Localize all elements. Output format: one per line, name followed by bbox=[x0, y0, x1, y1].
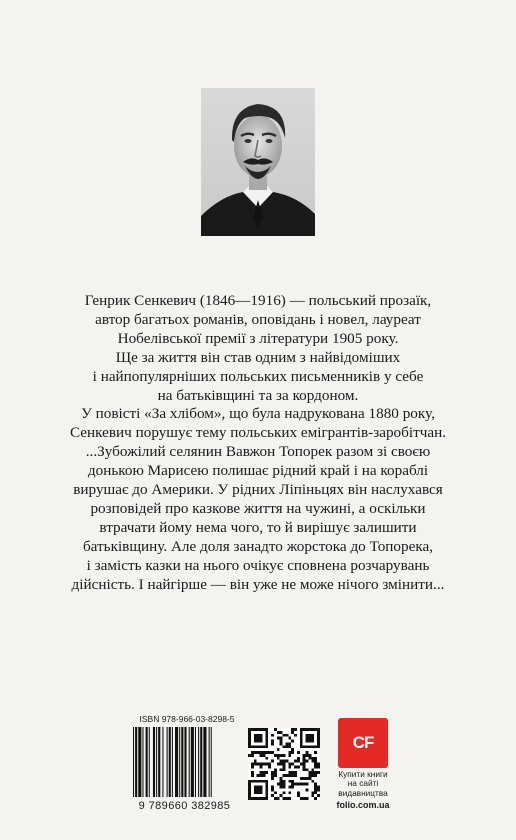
author-paragraph bbox=[24, 292, 492, 349]
fame-paragraph bbox=[24, 349, 492, 406]
blurb-line: розповідей про казкове життя на чужині, а оскільки bbox=[90, 499, 426, 517]
blurb-line: донькою Марисею полишає рідний край і на кораблі bbox=[87, 462, 429, 480]
blurb-line: втрачати йому нема чого, то й вирішує залишити bbox=[99, 518, 417, 536]
blurb-line: Ще за життя він став одним з найвідоміших bbox=[115, 348, 401, 366]
blurb-line: Нобелівської премії з літератури 1905 року. bbox=[117, 329, 399, 347]
buy-line: Купити книги bbox=[338, 769, 388, 779]
barcode-image bbox=[131, 727, 243, 797]
blurb-line: і замість казки на нього очікує сповнена розчарувань bbox=[86, 556, 430, 574]
blurb-line: Генрик Сенкевич (1846—1916) — польський прозаїк, bbox=[84, 292, 432, 309]
buy-line: на сайті bbox=[347, 778, 379, 789]
publisher-logo bbox=[338, 718, 388, 768]
plot-paragraph bbox=[24, 443, 492, 594]
blurb-line: автор багатьох романів, оповідань і новел, лауреат bbox=[95, 310, 421, 328]
buy-books-caption bbox=[328, 770, 398, 798]
story-paragraph bbox=[24, 405, 492, 443]
publisher-logo-text: CF bbox=[352, 733, 374, 752]
blurb-line: і найпопулярніших польських письменників у себе bbox=[92, 367, 424, 385]
qr-code[interactable] bbox=[248, 728, 320, 800]
blurb-line: батьківщину. Але доля занадто жорстока до Топорека, bbox=[82, 537, 434, 555]
blurb-line: Сенкевич порушує тему польських емігрантів-заробітчан. bbox=[69, 424, 447, 442]
blurb-line: вирушає до Америки. У рідних Ліпіньцях він наслухався bbox=[73, 481, 443, 499]
buy-line: видавництва bbox=[338, 787, 388, 798]
blurb-line: ...Зубожілий селянин Вавжон Топорек разом зі своєю bbox=[85, 443, 431, 461]
book-description bbox=[24, 292, 492, 595]
blurb-line: У повісті «За хлібом», що була надрукована 1880 року, bbox=[81, 405, 435, 423]
publisher-website-link[interactable]: folio.com.ua bbox=[336, 800, 390, 810]
barcode-number: 9 789660 382985 bbox=[138, 800, 231, 812]
blurb-line: на батьківщині та за кордоном. bbox=[157, 386, 359, 404]
blurb-line: дійсність. І найгірше — він уже не може нічого змінити... bbox=[71, 575, 445, 593]
isbn-label: ISBN 978-966-03-8298-5 bbox=[139, 714, 235, 724]
author-portrait bbox=[201, 88, 315, 236]
